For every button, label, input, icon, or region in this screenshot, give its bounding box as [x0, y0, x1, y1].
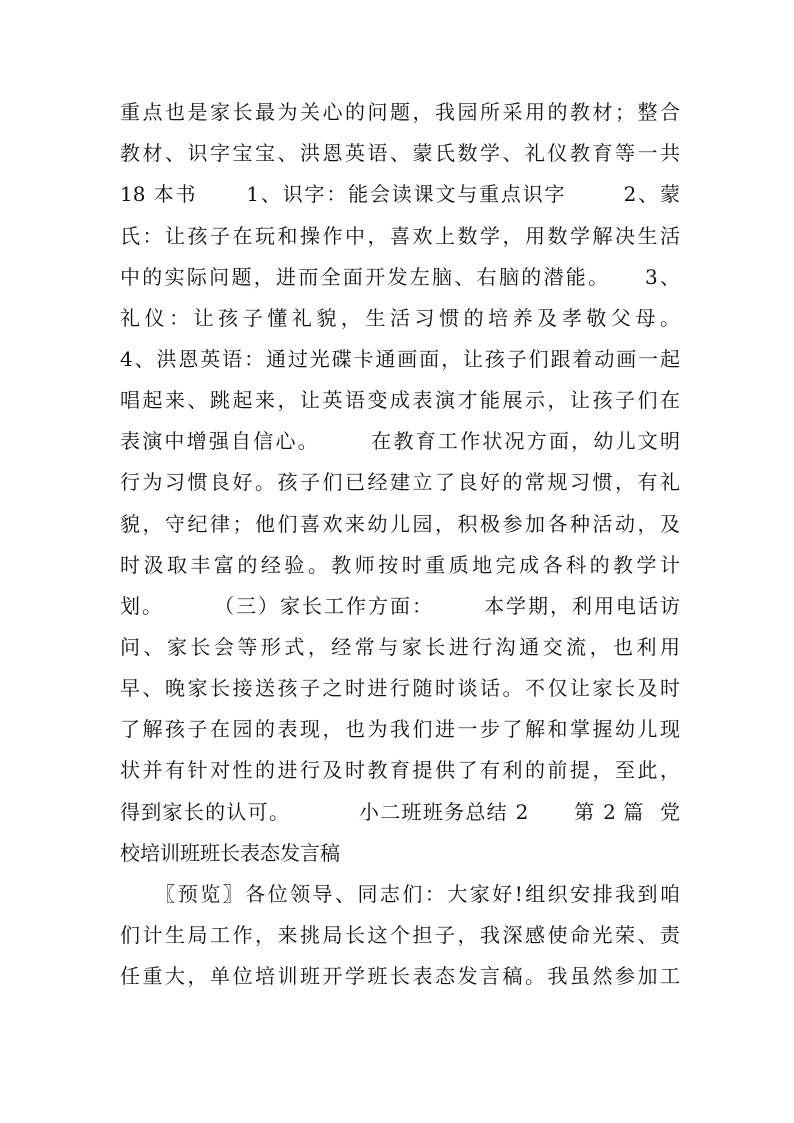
- text-line: 们计生局工作，来挑局长这个担子，我深感使命光荣、责: [120, 923, 680, 947]
- text-line: 了解孩子在园的表现，也为我们进一步了解和掌握幼儿现: [120, 717, 680, 741]
- text-line: 重点也是家长最为关心的问题，我园所采用的教材；整合: [120, 100, 680, 124]
- text-line: 状并有针对性的进行及时教育提供了有利的前提，至此，: [120, 758, 680, 782]
- text-line: 划。 （三）家长工作方面： 本学期，利用电话访: [120, 594, 680, 618]
- text-line: 任重大，单位培训班开学班长表态发言稿。我虽然参加工: [120, 964, 680, 988]
- text-line: 〖预览〗各位领导、同志们：大家好!组织安排我到咱: [120, 882, 680, 906]
- text-line: 18 本书 1、识字：能会读课文与重点识字 2、蒙: [120, 182, 680, 206]
- text-line: 表演中增强自信心。 在教育工作状况方面，幼儿文明: [120, 429, 680, 453]
- text-line: 貌，守纪律；他们喜欢来幼儿园，积极参加各种活动，及: [120, 512, 680, 536]
- text-line: 问、家长会等形式，经常与家长进行沟通交流，也利用: [120, 635, 680, 659]
- text-line: 唱起来、跳起来，让英语变成表演才能展示，让孩子们在: [120, 388, 680, 412]
- text-line: 时汲取丰富的经验。教师按时重质地完成各科的教学计: [120, 553, 680, 577]
- text-line: 早、晚家长接送孩子之时进行随时谈话。不仅让家长及时: [120, 676, 680, 700]
- text-line: 校培训班班长表态发言稿: [120, 841, 340, 865]
- text-line: 氏：让孩子在玩和操作中，喜欢上数学，用数学解决生活: [120, 224, 680, 248]
- text-line: 行为习惯良好。孩子们已经建立了良好的常规习惯，有礼: [120, 470, 680, 494]
- text-line: 4、洪恩英语：通过光碟卡通画面，让孩子们跟着动画一起: [120, 347, 680, 371]
- text-line: 中的实际问题，进而全面开发左脑、右脑的潜能。 3、: [120, 265, 680, 289]
- text-line: 得到家长的认可。 小二班班务总结 2 第 2 篇 党: [120, 800, 680, 824]
- text-line: 教材、识字宝宝、洪恩英语、蒙氏数学、礼仪教育等一共: [120, 141, 680, 165]
- text-line: 礼仪：让孩子懂礼貌，生活习惯的培养及孝敬父母。: [120, 306, 680, 330]
